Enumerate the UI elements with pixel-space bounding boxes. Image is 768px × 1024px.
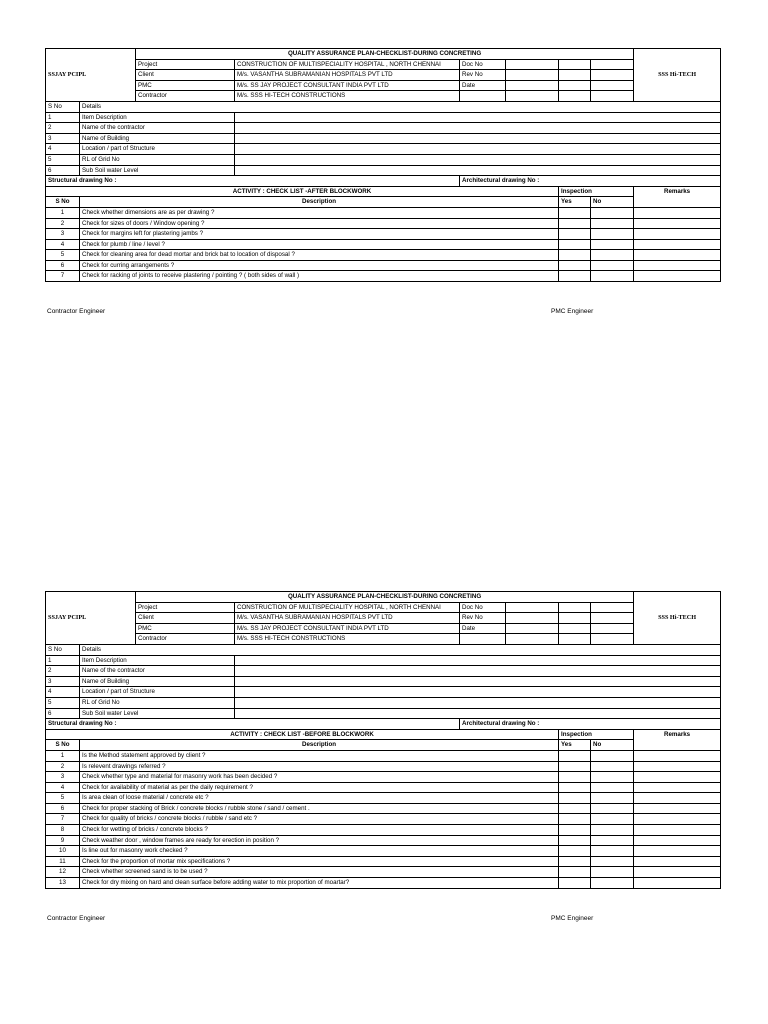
remarks-cell [634, 207, 721, 218]
pmc-engineer-label: PMC Engineer [551, 915, 594, 922]
remarks-cell [634, 835, 721, 846]
yes-cell [559, 207, 591, 218]
inspection-header: Inspection [559, 729, 634, 740]
details-header: Details [80, 101, 721, 112]
check-row: 1 Check whether dimensions are as per drawing ? [46, 207, 721, 218]
check-row: 13 Check for dry mixing on hard and clean surface before adding water to mix proportion of moartar? [46, 878, 721, 889]
remarks-cell [634, 856, 721, 867]
info-label: Contractor [136, 634, 235, 645]
no-cell [591, 250, 634, 261]
detail-row: 3 Name of Building [46, 676, 721, 687]
info-label: Contractor [136, 91, 235, 102]
company-left-name: SSJAY PCIPL [46, 49, 136, 102]
yes-cell [559, 825, 591, 836]
remarks-cell [634, 782, 721, 793]
inspection-header: Inspection [559, 186, 634, 197]
yes-cell [559, 878, 591, 889]
yes-header: Yes [559, 197, 591, 208]
doc-value-cell [506, 59, 559, 70]
check-row: 7 Check for quality of bricks / concrete blocks / rubble / sand etc ? [46, 814, 721, 825]
detail-row: 1 Item Description [46, 655, 721, 666]
contractor-engineer-label: Contractor Engineer [47, 915, 106, 922]
info-label: Project [136, 602, 235, 613]
yes-cell [559, 867, 591, 878]
check-row: 10 Is line out for masonry work checked ? [46, 846, 721, 857]
check-row: 5 Check for cleaning area for dead mortar and brick bat to location of disposal ? [46, 250, 721, 261]
info-value: M/s. SSS HI-TECH CONSTRUCTIONS [235, 91, 460, 102]
no-cell [591, 846, 634, 857]
doc-label: Rev No [460, 70, 506, 81]
info-label: Client [136, 613, 235, 624]
detail-row: 2 Name of the contractor [46, 666, 721, 677]
remarks-cell [634, 218, 721, 229]
check-row: 9 Check weather door , window frames are ready for erection in position ? [46, 835, 721, 846]
details-sno-header: S No [46, 644, 80, 655]
detail-row: 4 Location / part of Structure [46, 144, 721, 155]
yes-header: Yes [559, 740, 591, 751]
detail-value-cell [235, 666, 721, 677]
company-right-name: SSS Hi-TECH [634, 49, 721, 102]
no-cell [591, 878, 634, 889]
sno-header: S No [46, 740, 80, 751]
no-cell [591, 835, 634, 846]
no-cell [591, 772, 634, 783]
activity-title: ACTIVITY : CHECK LIST -BEFORE BLOCKWORK [46, 729, 559, 740]
info-value: M/s. SS JAY PROJECT CONSULTANT INDIA PVT LTD [235, 623, 460, 634]
check-row: 3 Check whether type and material for masonry work has been decided ? [46, 772, 721, 783]
detail-row: 6 Sub Soil water Level [46, 165, 721, 176]
no-cell [591, 229, 634, 240]
yes-cell [559, 271, 591, 282]
no-cell [591, 825, 634, 836]
remarks-cell [634, 814, 721, 825]
yes-cell [559, 218, 591, 229]
yes-cell [559, 260, 591, 271]
check-row: 4 Check for plumb / line / level ? [46, 239, 721, 250]
detail-value-cell [235, 697, 721, 708]
checklist-table [45, 591, 721, 889]
no-cell [591, 782, 634, 793]
detail-value-cell [235, 676, 721, 687]
info-value: M/s. VASANTHA SUBRAMANIAN HOSPITALS PVT LTD [235, 613, 460, 624]
form-title: QUALITY ASSURANCE PLAN-CHECKLIST-DURING CONCRETING [136, 49, 634, 60]
doc-label: Doc No [460, 602, 506, 613]
no-cell [591, 271, 634, 282]
remarks-cell [634, 772, 721, 783]
remarks-cell [634, 803, 721, 814]
details-header: Details [80, 644, 721, 655]
check-row: 8 Check for wetting of bricks / concrete blocks ? [46, 825, 721, 836]
check-row: 1 Is the Method statement approved by client ? [46, 750, 721, 761]
architectural-drawing-label: Architectural drawing No : [460, 176, 721, 187]
no-cell [591, 814, 634, 825]
no-cell [591, 793, 634, 804]
yes-cell [559, 835, 591, 846]
check-row: 6 Check for curring arrangements ? [46, 260, 721, 271]
info-value: CONSTRUCTION OF MULTISPECIALITY HOSPITAL , NORTH CHENNAI [235, 59, 460, 70]
info-value: M/s. VASANTHA SUBRAMANIAN HOSPITALS PVT LTD [235, 70, 460, 81]
check-row: 4 Check for availability of material as per the daily requirement ? [46, 782, 721, 793]
check-row: 11 Check for the proportion of mortar mix specifications ? [46, 856, 721, 867]
detail-row: 6 Sub Soil water Level [46, 708, 721, 719]
company-left-name: SSJAY PCIPL [46, 592, 136, 645]
remarks-cell [634, 793, 721, 804]
doc-label: Rev No [460, 613, 506, 624]
remarks-header: Remarks [634, 186, 721, 207]
yes-cell [559, 750, 591, 761]
structural-drawing-label: Structural drawing No : [46, 176, 460, 187]
detail-value-cell [235, 133, 721, 144]
remarks-cell [634, 846, 721, 857]
remarks-cell [634, 761, 721, 772]
remarks-cell [634, 271, 721, 282]
doc-value-cell [506, 623, 559, 634]
info-label: PMC [136, 623, 235, 634]
remarks-cell [634, 260, 721, 271]
no-cell [591, 803, 634, 814]
company-right-name: SSS Hi-TECH [634, 592, 721, 645]
description-header: Description [80, 740, 559, 751]
yes-cell [559, 856, 591, 867]
detail-value-cell [235, 112, 721, 123]
yes-cell [559, 793, 591, 804]
architectural-drawing-label: Architectural drawing No : [460, 719, 721, 730]
yes-cell [559, 814, 591, 825]
detail-row: 4 Location / part of Structure [46, 687, 721, 698]
sno-header: S No [46, 197, 80, 208]
detail-value-cell [235, 708, 721, 719]
no-cell [591, 750, 634, 761]
remarks-cell [634, 878, 721, 889]
form-title: QUALITY ASSURANCE PLAN-CHECKLIST-DURING CONCRETING [136, 592, 634, 603]
doc-label: Date [460, 80, 506, 91]
checklist-table [45, 48, 721, 282]
doc-value-cell [506, 602, 559, 613]
info-value: M/s. SSS HI-TECH CONSTRUCTIONS [235, 634, 460, 645]
check-row: 2 Is relevent drawings referred ? [46, 761, 721, 772]
structural-drawing-label: Structural drawing No : [46, 719, 460, 730]
pmc-engineer-label: PMC Engineer [551, 308, 594, 315]
yes-cell [559, 229, 591, 240]
doc-label: Doc No [460, 59, 506, 70]
detail-value-cell [235, 165, 721, 176]
doc-value-cell [506, 613, 559, 624]
check-row: 12 Check whether screened sand is to be used ? [46, 867, 721, 878]
check-row: 6 Check for proper stacking of Brick / concrete blocks / rubble stone / sand / cement . [46, 803, 721, 814]
check-row: 3 Check for margins left for plastering jambs ? [46, 229, 721, 240]
remarks-cell [634, 229, 721, 240]
yes-cell [559, 772, 591, 783]
no-cell [591, 867, 634, 878]
checklist-form-before-blockwork [45, 591, 720, 889]
no-cell [591, 218, 634, 229]
doc-label: Date [460, 623, 506, 634]
info-value: M/s. SS JAY PROJECT CONSULTANT INDIA PVT LTD [235, 80, 460, 91]
contractor-engineer-label: Contractor Engineer [47, 308, 106, 315]
no-header: No [591, 740, 634, 751]
detail-value-cell [235, 655, 721, 666]
activity-title: ACTIVITY : CHECK LIST -AFTER BLOCKWORK [46, 186, 559, 197]
checklist-form-after-blockwork [45, 48, 720, 282]
doc-value-cell [506, 70, 559, 81]
yes-cell [559, 846, 591, 857]
no-cell [591, 239, 634, 250]
no-cell [591, 856, 634, 867]
detail-row: 2 Name of the contractor [46, 123, 721, 134]
remarks-cell [634, 250, 721, 261]
detail-value-cell [235, 144, 721, 155]
doc-value-cell [506, 80, 559, 91]
details-sno-header: S No [46, 101, 80, 112]
detail-row: 5 RL of Grid No [46, 154, 721, 165]
no-cell [591, 260, 634, 271]
no-cell [591, 761, 634, 772]
detail-value-cell [235, 687, 721, 698]
yes-cell [559, 761, 591, 772]
description-header: Description [80, 197, 559, 208]
check-row: 2 Check for sizes of doors / Window opening ? [46, 218, 721, 229]
yes-cell [559, 803, 591, 814]
remarks-cell [634, 825, 721, 836]
remarks-cell [634, 750, 721, 761]
detail-row: 5 RL of Grid No [46, 697, 721, 708]
remarks-cell [634, 867, 721, 878]
check-row: 7 Check for racking of joints to receive plastering / pointing ? ( both sides of wall ) [46, 271, 721, 282]
remarks-header: Remarks [634, 729, 721, 750]
remarks-cell [634, 239, 721, 250]
no-cell [591, 207, 634, 218]
info-value: CONSTRUCTION OF MULTISPECIALITY HOSPITAL , NORTH CHENNAI [235, 602, 460, 613]
yes-cell [559, 239, 591, 250]
no-header: No [591, 197, 634, 208]
detail-value-cell [235, 123, 721, 134]
info-label: Project [136, 59, 235, 70]
info-label: Client [136, 70, 235, 81]
info-label: PMC [136, 80, 235, 91]
check-row: 5 Is area clean of loose material / concrete etc ? [46, 793, 721, 804]
detail-value-cell [235, 154, 721, 165]
detail-row: 3 Name of Building [46, 133, 721, 144]
yes-cell [559, 250, 591, 261]
yes-cell [559, 782, 591, 793]
detail-row: 1 Item Description [46, 112, 721, 123]
